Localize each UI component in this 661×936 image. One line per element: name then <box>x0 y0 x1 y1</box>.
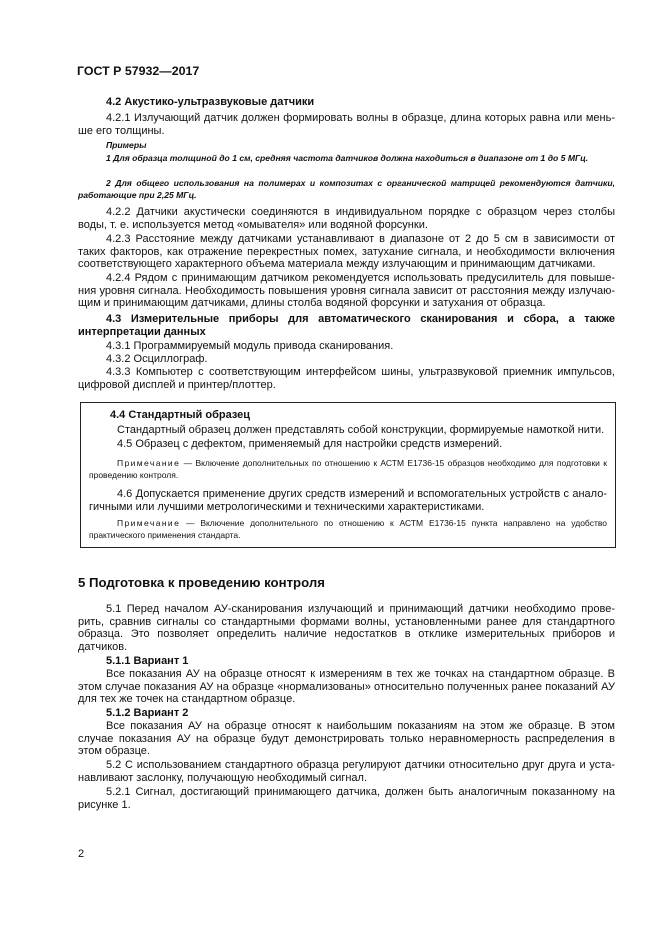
variant-2-text: Все показания АУ на образце относят к наибольшим показаниям на этом же образце. В этом случае показания АУ на образце будут демонстрировать только неравномерность распределения в этом образце. <box>78 720 615 758</box>
para-4-2-1: 4.2.1 Излучающий датчик должен формировать волны в образце, длина которых равна или меньше его толщины. <box>78 112 615 137</box>
note-1 <box>89 457 607 482</box>
para-4-3-3: 4.3.3 Компьютер с соответствующим интерфейсом шины, ультразвуковой приемник импульсов, цифровой дисплей и принтер/плоттер. <box>78 366 615 391</box>
para-5-2: 5.2 С использованием стандартного образца регулируют датчики относительно друг друга и устанавливают заслонку, получающую необходимый сигнал. <box>78 759 615 784</box>
para-5-1: 5.1 Перед началом АУ-сканирования излучающий и принимающий датчики необходимо проверить, сравнив сигналы со стандартными формами волны, установленными ранее для стандартного образца. Это позволяет определить наличие недостатков в отклике измерительных приборов и датчиков. <box>78 603 615 653</box>
para-5-2-1: 5.2.1 Сигнал, достигающий принимающего датчика, должен быть аналогичным показанному на рисунке 1. <box>78 786 615 811</box>
section-4-4-title: 4.4 Стандартный образец <box>110 409 251 421</box>
para-4-3-2: 4.3.2 Осциллограф. <box>106 353 208 365</box>
variant-1-title: 5.1.1 Вариант 1 <box>106 655 189 667</box>
section-4-2-title: 4.2 Акустико-ультразвуковые датчики <box>106 96 315 108</box>
para-4-2-3: 4.2.3 Расстояние между датчиками устанавливают в диапазоне от 2 до 5 см в зависимости от таких факторов, как отражение перекрестных помех, затухание сигнала, и необходимости включения соответствующего характерного объема материала между излучающим и принимающим датчиками. <box>78 233 615 271</box>
note-2-label: Примечание <box>117 518 181 528</box>
variant-1-text: Все показания АУ на образце относят к измерениям в тех же точках на стандартном образце. В этом случае показания АУ на образце «нормализованы» относительно полученных ранее показаний АУ для тех же точек на стандартном образце. <box>78 668 615 706</box>
page-number: 2 <box>78 848 85 860</box>
example-2: 2 Для общего использования на полимерах и композитах с органической матрицей рекомендуются датчики, работающие при 2,25 МГц. <box>78 178 615 201</box>
note-1-text: — Включение дополнительных по отношению к АСТМ Е1736-15 образцов необходимо для подготовки к проведению контроля. <box>89 458 607 481</box>
note-2-text: — Включение дополнительного по отношению к АСТМ Е1736-15 пункта направлено на удобство практического применения стандарта. <box>89 518 607 541</box>
section-5-title: 5 Подготовка к проведению контроля <box>78 575 325 590</box>
variant-2-title: 5.1.2 Вариант 2 <box>106 707 189 719</box>
note-1-label: Примечание <box>117 458 181 468</box>
amendment-box <box>80 402 616 548</box>
section-4-3-title: 4.3 Измерительные приборы для автоматического сканирования и сбора, а также интерпретации данных <box>78 313 615 338</box>
para-4-2-4: 4.2.4 Рядом с принимающим датчиком рекомендуется использовать предусилитель для повышения уровня сигнала. Необходимость повышения уровня сигнала зависит от расстояния между излучающим и принимающим датчиками, длины столба водяной форсунки и затухания от образца. <box>78 272 615 310</box>
para-4-4: Стандартный образец должен представлять собой конструкции, формируемые намоткой нити. <box>117 424 605 436</box>
note-2 <box>89 517 607 542</box>
examples-label: Примеры <box>106 140 147 150</box>
document-header: ГОСТ Р 57932—2017 <box>77 64 200 78</box>
example-1: 1 Для образца толщиной до 1 см, средняя частота датчиков должна находиться в диапазоне от 1 до 5 МГц. <box>106 153 589 163</box>
para-4-6: 4.6 Допускается применение других средств измерений и вспомогательных устройств с аналогичными или лучшими метрологическими и техническими характеристиками. <box>89 488 607 513</box>
para-4-3-1: 4.3.1 Программируемый модуль привода сканирования. <box>106 340 394 352</box>
para-4-2-2: 4.2.2 Датчики акустически соединяются в индивидуальном порядке с образцом через столбы воды, т. е. используется метод «омывателя» или водяной форсунки. <box>78 206 615 231</box>
para-4-5: 4.5 Образец с дефектом, применяемый для настройки средств измерений. <box>117 438 503 450</box>
